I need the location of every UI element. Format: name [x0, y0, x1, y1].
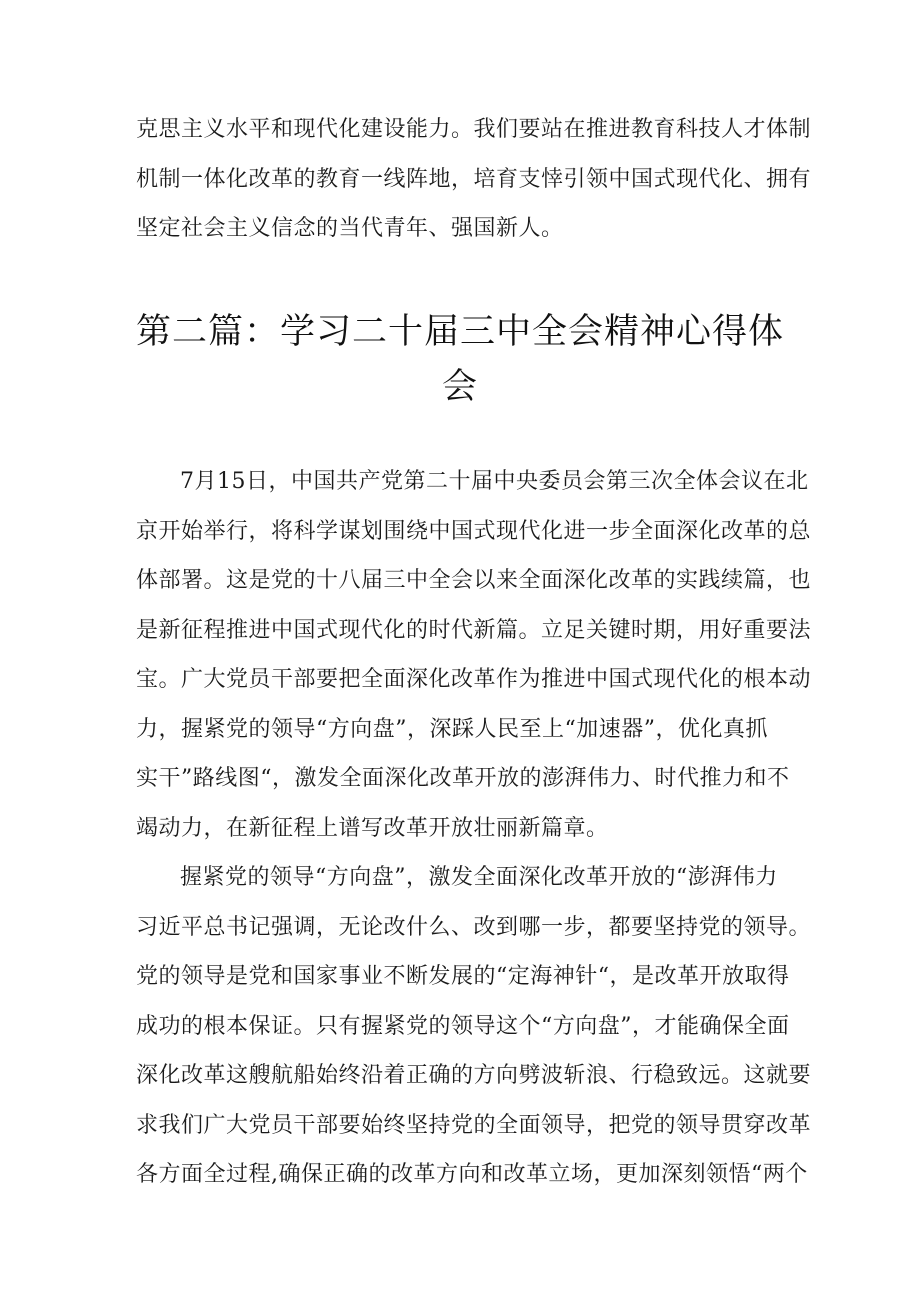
paragraph-1-line-4: 是新征程推进中国式现代化的时代新篇。立足关键时期，用好重要法 — [136, 618, 812, 643]
paragraph-2-line-7: 各方面全过程,确保正确的改革方向和改革立场，更加深刻领悟“两个 — [136, 1162, 808, 1187]
section-heading-line-2: 会 — [441, 367, 478, 407]
intro-line-3: 坚定社会主义信念的当代青年、强国新人。 — [136, 216, 564, 241]
paragraph-2-line-4: 成功的根本保证。只有握紧党的领导这个“方向盘”，才能确保全面 — [136, 1014, 790, 1039]
paragraph-2-line-6: 求我们广大党员干部要始终坚持党的全面领导，把党的领导贯穿改革 — [136, 1113, 812, 1138]
paragraph-2-line-2: 习近平总书记强调，无论改什么、改到哪一步，都要坚持党的领导。 — [136, 915, 812, 940]
paragraph-1-line-5: 宝。广大党员干部要把全面深化改革作为推进中国式现代化的根本动 — [136, 667, 812, 692]
paragraph-2-line-3: 党的领导是党和国家事业不断发展的“定海神针“，是改革开放取得 — [136, 964, 790, 989]
paragraph-2-line-5: 深化改革这艘航船始终沿着正确的方向劈波斩浪、行稳致远。这就要 — [136, 1063, 812, 1088]
paragraph-1-line-2: 京开始举行，将科学谋划围绕中国式现代化进一步全面深化改革的总 — [136, 519, 812, 544]
intro-line-2: 机制一体化改革的教育一线阵地，培育支悻引领中国式现代化、拥有 — [136, 167, 812, 192]
intro-line-1: 克思主义水平和现代化建设能力。我们要站在推进教育科技人才体制 — [136, 117, 812, 142]
paragraph-1-line-6: 力，握紧党的领导“方向盘”，深踩人民至上“加速器”，优化真抓 — [136, 717, 768, 742]
section-heading-line-1: 第二篇：学习二十届三中全会精神心得体 — [135, 312, 784, 352]
paragraph-1-line-3: 体部署。这是党的十八届三中全会以来全面深化改革的实践续篇，也 — [136, 568, 812, 593]
paragraph-1-line-8: 竭动力，在新征程上谱写改革开放壮丽新篇章。 — [136, 816, 609, 841]
paragraph-1-line-7: 实干”路线图“，激发全面深化改革开放的澎湃伟力、时代推力和不 — [136, 766, 790, 791]
paragraph-1-line-1: 7月15日，中国共产党第二十届中央委员会第三次全体会议在北 — [180, 469, 809, 494]
paragraph-2-line-1: 握紧党的领导“方向盘”，激发全面深化改革开放的“澎湃伟力 — [180, 865, 778, 890]
